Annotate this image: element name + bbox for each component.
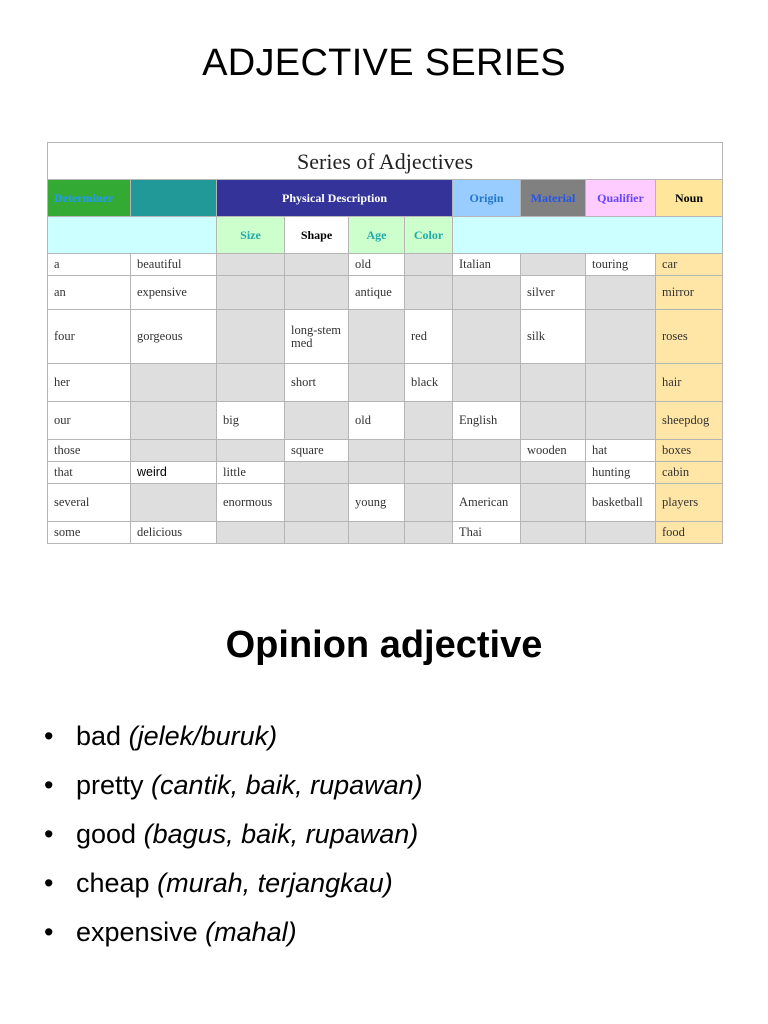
subheader-blank-right	[453, 217, 723, 254]
list-item	[44, 859, 423, 908]
cell-color	[405, 440, 453, 462]
bullet-translation: (cantik, baik, rupawan)	[151, 770, 423, 800]
table-row	[48, 276, 723, 310]
cell-origin: Thai	[453, 522, 521, 544]
bullet-icon: •	[44, 770, 54, 800]
cell-origin	[453, 276, 521, 310]
cell-color	[405, 254, 453, 276]
cell-size	[217, 276, 285, 310]
list-item	[44, 761, 423, 810]
cell-size: little	[217, 462, 285, 484]
cell-noun: sheepdog	[656, 402, 723, 440]
opinion-adjective-list	[44, 712, 423, 957]
cell-age: young	[349, 484, 405, 522]
cell-origin: Italian	[453, 254, 521, 276]
cell-age	[349, 440, 405, 462]
cell-shape	[285, 462, 349, 484]
bullet-word: good	[76, 819, 137, 849]
cell-opinion	[131, 440, 217, 462]
cell-determiner: those	[48, 440, 131, 462]
table-caption: Series of Adjectives	[48, 143, 723, 180]
bullet-word: expensive	[76, 917, 198, 947]
cell-opinion: gorgeous	[131, 310, 217, 364]
slide-title: ADJECTIVE SERIES	[202, 42, 566, 84]
cell-material	[521, 462, 586, 484]
cell-qualifier: hunting	[586, 462, 656, 484]
cell-size: big	[217, 402, 285, 440]
cell-qualifier: basketball	[586, 484, 656, 522]
cell-material	[521, 254, 586, 276]
cell-age	[349, 522, 405, 544]
cell-determiner: some	[48, 522, 131, 544]
cell-origin	[453, 310, 521, 364]
header-blank-opinion	[131, 180, 217, 217]
bullet-icon: •	[44, 868, 54, 898]
cell-shape	[285, 276, 349, 310]
table-row	[48, 402, 723, 440]
table-row	[48, 310, 723, 364]
cell-qualifier: touring	[586, 254, 656, 276]
cell-opinion: beautiful	[131, 254, 217, 276]
cell-origin	[453, 440, 521, 462]
cell-age: old	[349, 402, 405, 440]
cell-determiner: an	[48, 276, 131, 310]
cell-age	[349, 310, 405, 364]
bullet-translation: (mahal)	[205, 917, 297, 947]
cell-age	[349, 462, 405, 484]
cell-origin	[453, 364, 521, 402]
cell-material: silver	[521, 276, 586, 310]
cell-qualifier	[586, 364, 656, 402]
cell-size: enormous	[217, 484, 285, 522]
cell-opinion	[131, 364, 217, 402]
cell-determiner: that	[48, 462, 131, 484]
bullet-translation: (bagus, baik, rupawan)	[143, 819, 419, 849]
table-row	[48, 522, 723, 544]
cell-color	[405, 402, 453, 440]
cell-material	[521, 522, 586, 544]
cell-noun: cabin	[656, 462, 723, 484]
cell-material: wooden	[521, 440, 586, 462]
bullet-word: cheap	[76, 868, 150, 898]
table-body	[48, 254, 723, 544]
cell-age: old	[349, 254, 405, 276]
bullet-translation: (murah, terjangkau)	[157, 868, 393, 898]
bullet-icon: •	[44, 721, 54, 751]
cell-origin: American	[453, 484, 521, 522]
cell-shape	[285, 484, 349, 522]
cell-noun: hair	[656, 364, 723, 402]
header-material: Material	[521, 180, 586, 217]
header-physical-description: Physical Description	[217, 180, 453, 217]
cell-shape	[285, 522, 349, 544]
cell-shape: long-stemmed	[285, 310, 349, 364]
cell-qualifier: hat	[586, 440, 656, 462]
cell-determiner: four	[48, 310, 131, 364]
header-determiner: Determiner	[48, 180, 131, 217]
cell-material: silk	[521, 310, 586, 364]
cell-determiner: our	[48, 402, 131, 440]
cell-noun: boxes	[656, 440, 723, 462]
cell-qualifier	[586, 522, 656, 544]
cell-determiner: several	[48, 484, 131, 522]
cell-color	[405, 276, 453, 310]
subheader-color: Color	[405, 217, 453, 254]
table-row	[48, 364, 723, 402]
bullet-translation: (jelek/buruk)	[128, 721, 278, 751]
section-title: Opinion adjective	[225, 624, 543, 666]
subheader-age: Age	[349, 217, 405, 254]
bullet-icon: •	[44, 917, 54, 947]
cell-qualifier	[586, 276, 656, 310]
cell-color	[405, 522, 453, 544]
cell-noun: players	[656, 484, 723, 522]
cell-determiner: her	[48, 364, 131, 402]
cell-age: antique	[349, 276, 405, 310]
cell-origin: English	[453, 402, 521, 440]
cell-size	[217, 364, 285, 402]
cell-age	[349, 364, 405, 402]
cell-noun: mirror	[656, 276, 723, 310]
adjective-series-table	[47, 142, 723, 544]
cell-material	[521, 402, 586, 440]
cell-qualifier	[586, 310, 656, 364]
list-item	[44, 810, 423, 859]
cell-origin	[453, 462, 521, 484]
header-noun: Noun	[656, 180, 723, 217]
cell-size	[217, 522, 285, 544]
cell-shape: short	[285, 364, 349, 402]
cell-material	[521, 364, 586, 402]
list-item	[44, 908, 423, 957]
cell-size	[217, 310, 285, 364]
cell-material	[521, 484, 586, 522]
bullet-word: bad	[76, 721, 122, 751]
table-row	[48, 254, 723, 276]
table-row	[48, 462, 723, 484]
cell-noun: car	[656, 254, 723, 276]
cell-opinion	[131, 402, 217, 440]
cell-qualifier	[586, 402, 656, 440]
bullet-word: pretty	[76, 770, 144, 800]
cell-color: black	[405, 364, 453, 402]
cell-shape	[285, 402, 349, 440]
cell-opinion: weird	[131, 462, 217, 484]
bullet-icon: •	[44, 819, 54, 849]
subheader-shape: Shape	[285, 217, 349, 254]
cell-color	[405, 462, 453, 484]
cell-shape	[285, 254, 349, 276]
subheader-blank	[48, 217, 217, 254]
cell-size	[217, 254, 285, 276]
cell-noun: food	[656, 522, 723, 544]
table-row	[48, 440, 723, 462]
cell-size	[217, 440, 285, 462]
cell-opinion: delicious	[131, 522, 217, 544]
header-qualifier: Qualifier	[586, 180, 656, 217]
subheader-size: Size	[217, 217, 285, 254]
list-item	[44, 712, 423, 761]
header-origin: Origin	[453, 180, 521, 217]
table-row	[48, 484, 723, 522]
cell-shape: square	[285, 440, 349, 462]
cell-color: red	[405, 310, 453, 364]
cell-noun: roses	[656, 310, 723, 364]
cell-color	[405, 484, 453, 522]
cell-opinion: expensive	[131, 276, 217, 310]
cell-determiner: a	[48, 254, 131, 276]
cell-opinion	[131, 484, 217, 522]
